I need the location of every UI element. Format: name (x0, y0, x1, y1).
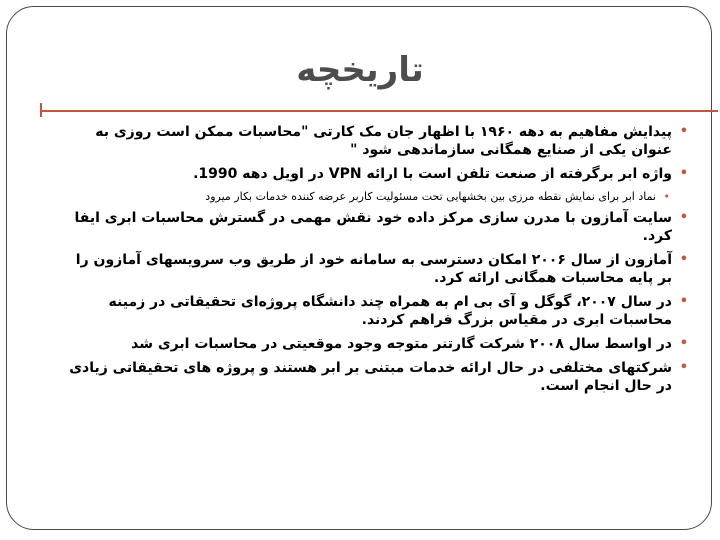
bullet-item (60, 209, 690, 245)
bullet-item (60, 293, 690, 329)
bullet-item (60, 165, 690, 183)
bullet-dot-icon: • (679, 252, 688, 267)
bullet-dot-icon: • (663, 190, 670, 203)
bullet-text: پیدایش مفاهیم به دهه ۱۹۶۰ با اظهار جان مک کارتی "محاسبات ممکن است روزی به عنوان یکی از صنایع همگانی سازماندهی شود " (95, 124, 672, 158)
bullet-dot-icon: • (679, 166, 688, 181)
sub-bullet-item (60, 189, 690, 204)
bullet-dot-icon: • (679, 336, 688, 351)
bullet-dot-icon: • (679, 124, 688, 139)
slide-body (60, 123, 690, 483)
title-divider (40, 110, 718, 112)
bullet-item (60, 123, 690, 159)
bullet-text: در سال ۲۰۰۷، گوگل و آی بی ام به همراه چند دانشگاه پروژه‌ای تحقیقاتی در زمینه محاسبات ابری در مقیاس بزرگ فراهم کردند. (108, 294, 672, 328)
sub-bullet-text: نماد ابر برای نمایش نقطه مرزی بین بخشهایی تحت مسئولیت کاربر عرضه کننده خدمات بکار میرود (205, 190, 656, 203)
bullet-item (60, 335, 690, 353)
bullet-text: در اواسط سال ۲۰۰۸ شرکت گارتنر متوجه وجود موقعیتی در محاسبات ابری شد (131, 336, 672, 352)
bullet-text: شرکتهای مختلفی در حال ارائه خدمات مبتنی بر ابر هستند و پروژه های تحقیقاتی زیادی در حال انجام است. (69, 360, 672, 394)
bullet-text: آمازون از سال ۲۰۰۶ امکان دسترسی به سامانه خود از طریق وب سرویسهای آمازون را بر پایه محاسبات همگانی ارائه کرد. (75, 252, 672, 286)
bullet-text: واژه ابر برگرفته از صنعت تلفن است با ارائه VPN در اویل دهه 1990. (193, 166, 672, 182)
bullet-dot-icon: • (679, 294, 688, 309)
bullet-list (60, 123, 690, 395)
bullet-text: سایت آمازون با مدرن سازی مرکز داده خود نقش مهمی در گسترش محاسبات ابری ایفا کرد. (74, 210, 672, 244)
bullet-dot-icon: • (679, 210, 688, 225)
bullet-item (60, 251, 690, 287)
bullet-dot-icon: • (679, 360, 688, 375)
slide-title: تاریخچه (296, 50, 424, 90)
bullet-item (60, 359, 690, 395)
